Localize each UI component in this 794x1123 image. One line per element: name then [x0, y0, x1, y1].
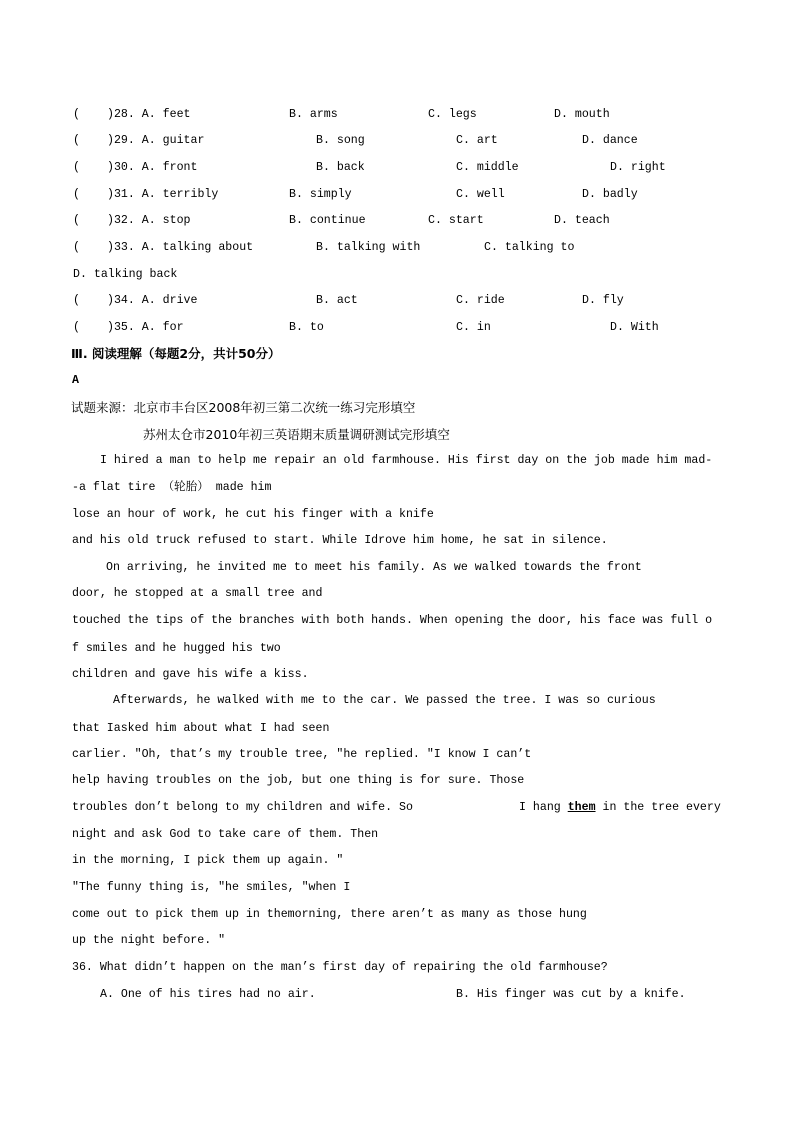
option-c: C. talking to [484, 241, 575, 254]
passage-line: touched the tips of the branches with both hands. When opening the door, his face was full o [72, 614, 713, 627]
option-b: B. song [316, 134, 365, 147]
option-a: )29. A. guitar [107, 134, 205, 147]
passage-line: up the night before. ″ [72, 934, 226, 947]
option-c: C. legs [428, 108, 477, 121]
passage-line: f smiles and he hugged his two [72, 642, 281, 655]
passage-line: help having troubles on the job, but one thing is for sure. Those [72, 774, 525, 787]
part-label: A [72, 374, 79, 387]
option-b: B. simply [289, 188, 352, 201]
option-a: )35. A. for [107, 321, 184, 334]
passage-line: in the morning, I pick them up again. ″ [72, 854, 344, 867]
passage-line: night and ask God to take care of them. Then [72, 828, 379, 841]
option-b: B. continue [289, 214, 366, 227]
option-b: B. to [289, 321, 324, 334]
question-36-option-b: B. His finger was cut by a knife. [456, 988, 686, 1001]
option-d: D. mouth [554, 108, 610, 121]
option-c: C. well [456, 188, 505, 201]
passage-line: that Iasked him about what I had seen [72, 722, 330, 735]
section-title: Ⅲ. 阅读理解（每题2分，共计50分） [71, 346, 281, 361]
option-d: D. right [610, 161, 666, 174]
option-c: C. ride [456, 294, 505, 307]
passage-line: children and gave his wife a kiss. [72, 668, 309, 681]
passage-line: On arriving, he invited me to meet his family. As we walked towards the front [106, 561, 642, 574]
answer-blank[interactable]: ( [73, 294, 80, 307]
answer-blank[interactable]: ( [73, 321, 80, 334]
option-b: B. act [316, 294, 358, 307]
passage-line: come out to pick them up in themorning, there aren’t as many as those hung [72, 908, 587, 921]
passage-line: carlier. ″Oh, that’s my trouble tree, ″he replied. ″I know I can’t [72, 748, 532, 761]
emphasized-word: them [567, 801, 596, 814]
option-b: B. back [316, 161, 365, 174]
option-d: D. With [610, 321, 659, 334]
option-b: B. arms [289, 108, 338, 121]
question-36: 36. What didn’t happen on the man’s first day of repairing the old farmhouse? [72, 961, 608, 974]
source-line-2: 苏州太仓市2010年初三英语期末质量调研测试完形填空 [143, 427, 450, 442]
option-d: D. badly [582, 188, 638, 201]
option-a: )32. A. stop [107, 214, 191, 227]
answer-blank[interactable]: ( [73, 134, 80, 147]
option-d: D. teach [554, 214, 610, 227]
option-b: B. talking with [316, 241, 421, 254]
option-a: )33. A. talking about [107, 241, 254, 254]
answer-blank[interactable]: ( [73, 108, 80, 121]
passage-line: I hired a man to help me repair an old farmhouse. His first day on the job made him mad- [100, 454, 713, 467]
option-a: )34. A. drive [107, 294, 198, 307]
passage-line: Afterwards, he walked with me to the car. We passed the tree. I was so curious [113, 694, 656, 707]
option-a: )31. A. terribly [107, 188, 219, 201]
answer-blank[interactable]: ( [73, 188, 80, 201]
option-a: )28. A. feet [107, 108, 191, 121]
passage-line: door, he stopped at a small tree and [72, 587, 323, 600]
answer-blank[interactable]: ( [73, 214, 80, 227]
text: in the tree every [595, 801, 721, 814]
option-a: )30. A. front [107, 161, 198, 174]
passage-line: -a flat tire （轮胎） made him [72, 481, 272, 494]
option-d: D. fly [582, 294, 624, 307]
option-c: C. in [456, 321, 491, 334]
source-line-1: 试题来源：北京市丰台区2008年初三第二次统一练习完形填空 [71, 400, 416, 415]
text: I hang [519, 801, 568, 814]
question-36-option-a: A. One of his tires had no air. [100, 988, 316, 1001]
option-d: D. talking back [73, 268, 178, 281]
passage-line-hang [519, 800, 721, 816]
option-c: C. start [428, 214, 484, 227]
option-c: C. art [456, 134, 498, 147]
passage-line: and his old truck refused to start. While Idrove him home, he sat in silence. [72, 534, 608, 547]
passage-line: lose an hour of work, he cut his finger with a knife [72, 508, 434, 521]
answer-blank[interactable]: ( [73, 241, 80, 254]
passage-line: troubles don’t belong to my children and wife. So [72, 801, 413, 814]
passage-line: ″The funny thing is, ″he smiles, ″when I [72, 881, 351, 894]
option-c: C. middle [456, 161, 519, 174]
answer-blank[interactable]: ( [73, 161, 80, 174]
option-d: D. dance [582, 134, 638, 147]
